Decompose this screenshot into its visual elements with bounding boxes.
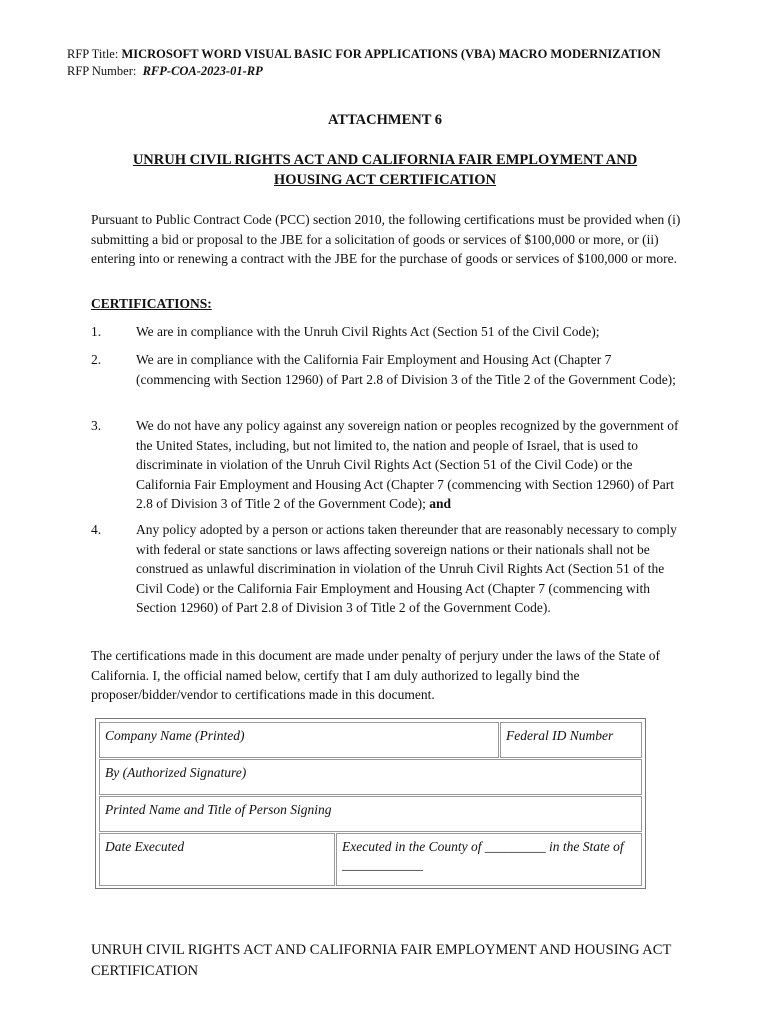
intro-paragraph: Pursuant to Public Contract Code (PCC) section 2010, the following certifications must be provided when (i) submitting a bid or proposal to the JBE for a solicitation of goods or services of $100,000 or more, or (ii) entering into or renewing a contract with the JBE for the purchase of goods or services of $100,000 or more.	[91, 212, 681, 267]
title-line-1: UNRUH CIVIL RIGHTS ACT AND CALIFORNIA FAIR EMPLOYMENT AND	[132, 152, 638, 168]
rfp-number-value: RFP-COA-2023-01-RP	[142, 64, 263, 78]
item-number: 1.	[91, 324, 102, 339]
item-text: We do not have any policy against any sovereign nation or peoples recognized by the government of the United States, including, but not limited to, the nation and people of Israel, that is used to discriminate in violation of the Unruh Civil Rights Act (Section 51 of the Civil Code) or the California Fair Employment and Housing Act (Chapter 7 (commencing with Section 12960) of Part 2.8 of Division 3 of Title 2 of the Government Code);	[136, 418, 679, 512]
closing-paragraph: The certifications made in this document are made under penalty of perjury under the laws of the State of California. I, the official named below, certify that I am duly authorized to legally bind the proposer/bidder/vendor to certifications made in this document.	[91, 648, 661, 703]
company-name-field[interactable]: Company Name (Printed)	[99, 722, 499, 758]
item-bold-tail: and	[429, 496, 452, 512]
rfp-number-line	[67, 63, 263, 79]
attachment-heading: ATTACHMENT 6	[328, 112, 442, 128]
item-text: We are in compliance with the Unruh Civil Rights Act (Section 51 of the Civil Code);	[136, 324, 600, 339]
printed-name-title-field[interactable]: Printed Name and Title of Person Signing	[99, 796, 642, 832]
item-number: 4.	[91, 522, 102, 537]
item-number: 3.	[91, 418, 102, 433]
rfp-title-label: RFP Title:	[67, 47, 119, 61]
federal-id-field[interactable]: Federal ID Number	[500, 722, 642, 758]
item-text-wrapper	[136, 416, 681, 514]
certifications-heading: CERTIFICATIONS:	[91, 296, 212, 311]
rfp-title-value: MICROSOFT WORD VISUAL BASIC FOR APPLICATIONS (VBA) MACRO MODERNIZATION	[121, 47, 661, 61]
item-number: 2.	[91, 352, 102, 367]
item-text: Any policy adopted by a person or actions taken thereunder that are reasonably necessary to comply with federal or state sanctions or laws affecting sovereign nations or their nationals shall not be construed as unlawful discrimination in violation of the Unruh Civil Rights Act (Section 51 of the Civil Code) or the California Fair Employment and Housing Act (Chapter 7 (commencing with Section 12960) of Part 2.8 of Division 3 of Title 2 of the Government Code).	[136, 522, 677, 616]
page-footer: UNRUH CIVIL RIGHTS ACT AND CALIFORNIA FAIR EMPLOYMENT AND HOUSING ACT CERTIFICATION	[91, 942, 672, 979]
rfp-title-line	[67, 46, 661, 62]
date-executed-field[interactable]: Date Executed	[99, 833, 335, 886]
signature-form-table	[95, 718, 646, 889]
executed-in-county-field[interactable]: Executed in the County of _________ in the State of ____________	[336, 833, 642, 886]
title-line-2: HOUSING ACT CERTIFICATION	[273, 172, 497, 188]
authorized-signature-field[interactable]: By (Authorized Signature)	[99, 759, 642, 795]
item-text: We are in compliance with the California Fair Employment and Housing Act (Chapter 7 (commencing with Section 12960) of Part 2.8 of Division 3 of the Title 2 of the Government Code);	[136, 352, 676, 387]
rfp-number-label: RFP Number:	[67, 64, 137, 78]
